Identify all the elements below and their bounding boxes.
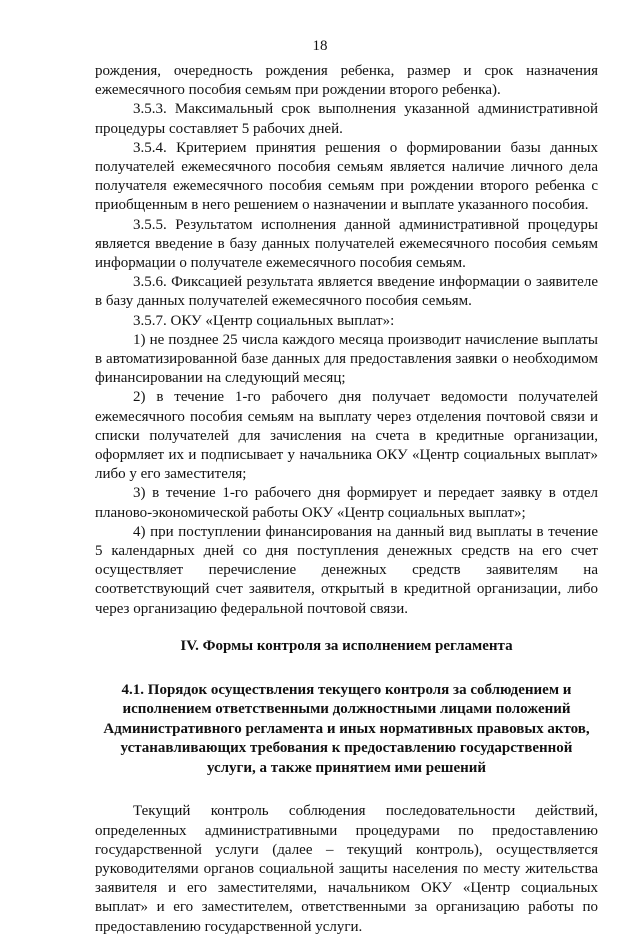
paragraph-continuation: рождения, очередность рождения ребенка, размер и срок назначения ежемесячного пособия семьям при рождении второго ребенка).	[95, 63, 598, 99]
paragraph-3-5-7: 3.5.7. ОКУ «Центр социальных выплат»:	[133, 312, 395, 329]
paragraph-3-5-5: 3.5.5. Результатом исполнения данной административной процедуры является введение в базу данных получателей ежемесячного пособия семьям информации о получателе ежемесячного пособия семьям.	[95, 216, 598, 272]
paragraph-current-control: Текущий контроль соблюдения последовательности действий, определенных административными процедурами по предоставлению государственной услуги (далее – текущий контроль), осуществляется руководителями органов социальной защиты населения по месту жительства заявителя и его заместителями, начальником ОКУ «Центр социальных выплат» и его заместителем, ответственными за организацию работы по предоставлению государственной услуги.	[95, 803, 598, 935]
list-item-4: 4) при поступлении финансирования на данный вид выплаты в течение 5 календарных дней со дня поступления денежных средств на его счет осуществляет перечисление денежных средств заявителям на соответствующий счет заявителя, открытый в кредитной организации, либо через организацию федеральной почтовой связи.	[95, 523, 598, 617]
page-number: 18	[312, 38, 328, 54]
list-item-1: 1) не позднее 25 числа каждого месяца производит начисление выплаты в автоматизированной базе данных для предоставления заявки о необходимом финансировании на следующий месяц;	[95, 331, 598, 387]
paragraph-3-5-3: 3.5.3. Максимальный срок выполнения указанной административной процедуры составляет 5 рабочих дней.	[95, 101, 598, 137]
section-heading: IV. Формы контроля за исполнением регламента	[180, 637, 513, 654]
paragraph-3-5-6: 3.5.6. Фиксацией результата является введение информации о заявителе в базу данных получателей ежемесячного пособия семьям.	[95, 274, 598, 310]
page-content	[95, 62, 598, 937]
paragraph-3-5-4: 3.5.4. Критерием принятия решения о формировании базы данных получателей ежемесячного пособия семьям является наличие личного дела получателя ежемесячного пособия семьям при рождении второго ребенка с приобщенным в него решением о назначении и выплате указанного пособия.	[95, 139, 598, 214]
list-item-3: 3) в течение 1-го рабочего дня формирует и передает заявку в отдел планово-экономической работы ОКУ «Центр социальных выплат»;	[95, 485, 598, 521]
list-item-2: 2) в течение 1-го рабочего дня получает ведомости получателей ежемесячного пособия семьям на выплату через отделения почтовой связи и списки получателей для зачисления на счета в кредитные организации, оформляет их и подписывает у начальника ОКУ «Центр социальных выплат» либо у его заместителя;	[95, 389, 598, 483]
subsection-heading: 4.1. Порядок осуществления текущего контроля за соблюдением и исполнением ответственными должностными лицами положений Административного регламента и иных нормативных правовых актов, устанавливающих требования к предоставлению государственной услуги, а также принятием ими решений	[103, 681, 590, 776]
